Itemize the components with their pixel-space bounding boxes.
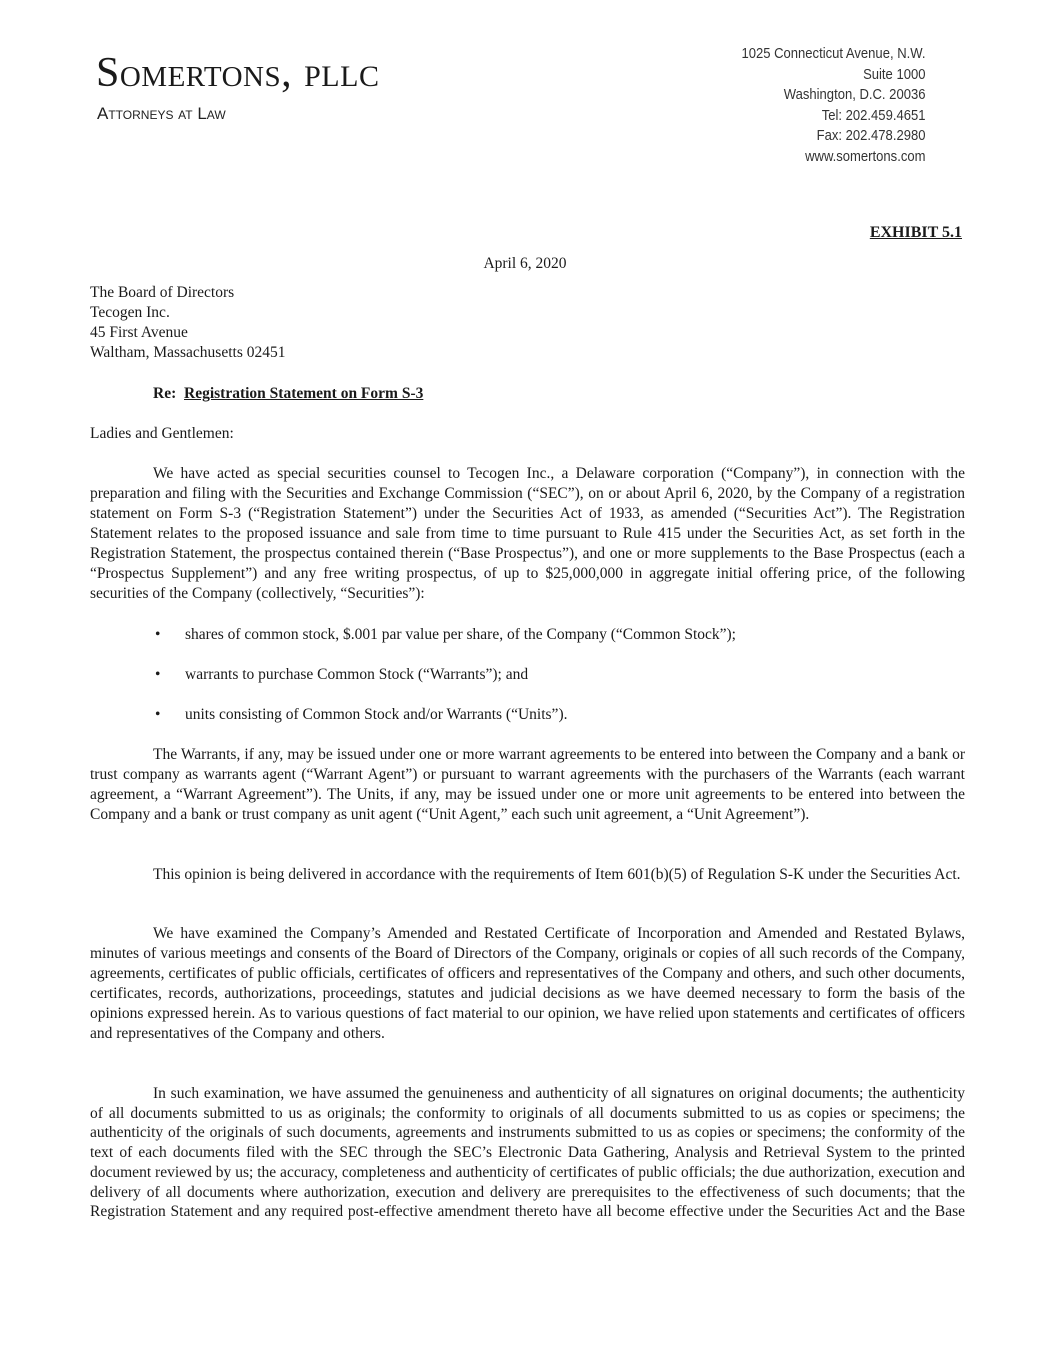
firm-logo [96,48,379,102]
paragraph: The Warrants, if any, may be issued under one or more warrant agreements to be entered into between the Company and a bank or trust company as warrants agent (“Warrant Agent”) or pursuant to warrant agreements with the purchasers of the Warrants (each warrant agreement, a “Warrant Agreement”). The Units, if any, may be issued under one or more unit agreements to be entered into between the Company and a bank or trust company as unit agent (“Unit Agent,” each such unit agreement, a “Unit Agreement”). [90,746,965,823]
bullet-icon: • [155,626,161,643]
firm-address [741,44,925,167]
address-line: Washington, D.C. 20036 [783,87,925,103]
firm-tagline: Attorneys at Law [97,104,226,123]
bullet-text: units consisting of Common Stock and/or Warrants (“Units”). [185,706,568,723]
bullet-item [155,625,736,645]
re-prefix: Re: [153,385,177,402]
bullet-text: shares of common stock, $.001 par value per share, of the Company (“Common Stock”); [185,626,736,643]
recipient-line: The Board of Directors [90,284,235,301]
paragraph: This opinion is being delivered in accordance with the requirements of Item 601(b)(5) of Regulation S-K under the Securities Act. [153,866,961,883]
recipient-address [90,283,285,363]
recipient-line: 45 First Avenue [90,324,188,341]
exhibit-label: EXHIBIT 5.1 [869,224,962,241]
paragraph: We have examined the Company’s Amended and Restated Certificate of Incorporation and Amended and Restated Bylaws, minutes of various meetings and consents of the Board of Directors of the Company, originals or copies of all such records of the Company, agreements, certificates of public officials, certificates of officers and representatives of the Company and others, and such other documents, certificates, records, authorizations, proceedings, statutes and judicial decisions as we have deemed necessary to form the basis of the opinions expressed herein. As to various questions of fact material to our opinion, we have relied upon statements and certificates of officers and representatives of the Company and others. [90,925,965,1042]
fax: Fax: 202.478.2980 [816,128,925,144]
salutation: Ladies and Gentlemen: [90,425,234,442]
re-line [153,384,423,404]
bullet-item [155,705,567,725]
recipient-line: Waltham, Massachusetts 02451 [90,344,286,361]
firm-suffix: PLLC [304,60,380,93]
address-line: 1025 Connecticut Avenue, N.W. [740,46,925,62]
letter-date: April 6, 2020 [483,255,567,272]
bullet-text: warrants to purchase Common Stock (“Warrants”); and [185,666,529,683]
phone: Tel: 202.459.4651 [821,107,925,124]
bullet-item [155,665,528,685]
bullet-icon: • [155,706,161,723]
firm-name: Somertons, [96,50,293,96]
paragraph: In such examination, we have assumed the genuineness and authenticity of all signatures on original documents; the authenticity of all documents submitted to us as originals; the conformity to originals of all documents submitted to us as copies or specimens; the authenticity of the originals of such documents, agreements and instruments submitted to us as copies or specimens; the conformity of the text of each documents filed with the SEC through the SEC’s Electronic Data Gathering, Analysis and Retrieval System to the printed document reviewed by us; the accuracy, completeness and authenticity of certificates of public officials; the due authorization, execution and delivery of all documents where authorization, execution and delivery are prerequisites to the effectiveness of such documents; that the Registration Statement and any required post-effective amendment thereto have all become effective under the Securities Act and the Base [90,1085,965,1221]
recipient-line: Tecogen Inc. [90,304,170,321]
paragraph: We have acted as special securities counsel to Tecogen Inc., a Delaware corporation (“Company”), in connection with the preparation and filing with the Securities and Exchange Commission (“SEC”), on or about April 6, 2020, by the Company of a registration statement on Form S-3 (“Registration Statement”) under the Securities Act of 1933, as amended (“Securities Act”). The Registration Statement relates to the proposed issuance and sale from time to time pursuant to Rule 415 under the Securities Act, as set forth in the Registration Statement, the prospectus contained therein (“Base Prospectus”), and one or more supplements to the Base Prospectus (each a “Prospectus Supplement”) and any free writing prospectus, of up to $25,000,000 in aggregate initial offering price, of the following securities of the Company (collectively, “Securities”): [90,465,965,602]
re-subject: Registration Statement on Form S-3 [184,385,424,402]
website: www.somertons.com [804,148,925,165]
address-line: Suite 1000 [862,66,925,83]
bullet-icon: • [155,666,161,683]
